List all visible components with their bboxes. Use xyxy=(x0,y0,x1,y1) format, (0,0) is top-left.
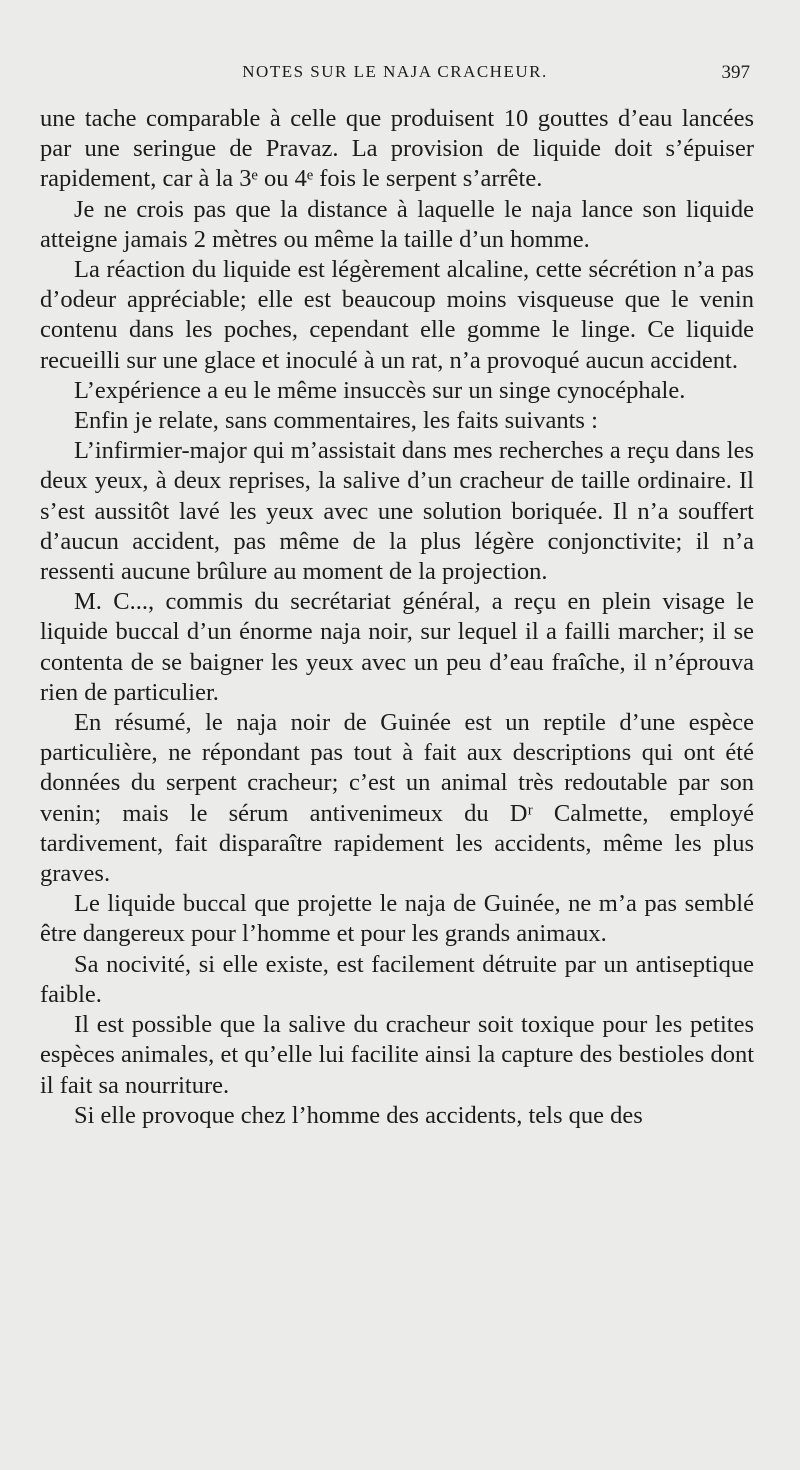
paragraph-6: L’infirmier-major qui m’assistait dans mes recherches a reçu dans les deux yeux, à deux reprises, la salive d’un cracheur de taille ordinaire. Il s’est aussitôt lavé les yeux avec une solution boriquée. Il n’a souffert d’aucun accident, pas même de la plus légère conjonctivite; il n’a ressenti aucune brûlure au moment de la projection. xyxy=(40,437,754,586)
paragraph-3: La réaction du liquide est légèrement alcaline, cette sécrétion n’a pas d’odeur appréciable; elle est beaucoup moins visqueuse que le venin contenu dans les poches, cependant elle gomme le linge. Ce liquide recueilli sur une glace et inoculé à un rat, n’a provoqué aucun accident. xyxy=(40,256,754,374)
running-title: NOTES SUR LE NAJA CRACHEUR. xyxy=(242,62,548,81)
running-head xyxy=(40,62,750,92)
paragraph-4: L’expérience a eu le même insuccès sur un singe cynocéphale. xyxy=(74,376,686,404)
paragraph-5: Enfin je relate, sans commentaires, les faits suivants : xyxy=(74,407,598,435)
paragraph-11: Il est possible que la salive du cracheur soit toxique pour les petites espèces animales, et qu’elle lui facilite ainsi la capture des bestioles dont il fait sa nourriture. xyxy=(40,1011,754,1099)
paragraph-7: M. C..., commis du secrétariat général, a reçu en plein visage le liquide buccal d’un énorme naja noir, sur lequel il a failli marcher; il se contenta de se baigner les yeux avec un peu d’eau fraîche, il n’éprouva rien de particulier. xyxy=(40,588,754,706)
paragraph-9: Le liquide buccal que projette le naja de Guinée, ne m’a pas semblé être dangereux pour l’homme et pour les grands animaux. xyxy=(40,890,754,948)
paragraph-1: une tache comparable à celle que produisent 10 gouttes d’eau lancées par une seringue de Pravaz. La provision de liquide doit s’épuiser rapidement, car à la 3ᵉ ou 4ᵉ fois le serpent s’arrête. xyxy=(40,105,754,193)
page-number: 397 xyxy=(721,62,750,83)
paragraph-8: En résumé, le naja noir de Guinée est un reptile d’une espèce particulière, ne répondant pas tout à fait aux descriptions qui ont été données du serpent cracheur; c’est un animal très redoutable par son venin; mais le sérum antivenimeux du Dʳ Calmette, employé tardivement, fait disparaître rapidement les accidents, même les plus graves. xyxy=(40,709,754,888)
body-text xyxy=(40,104,754,1131)
paragraph-12: Si elle provoque chez l’homme des accidents, tels que des xyxy=(74,1101,643,1129)
paragraph-10: Sa nocivité, si elle existe, est facilement détruite par un antiseptique faible. xyxy=(40,950,754,1008)
paragraph-2: Je ne crois pas que la distance à laquelle le naja lance son liquide atteigne jamais 2 mètres ou même la taille d’un homme. xyxy=(40,195,754,253)
